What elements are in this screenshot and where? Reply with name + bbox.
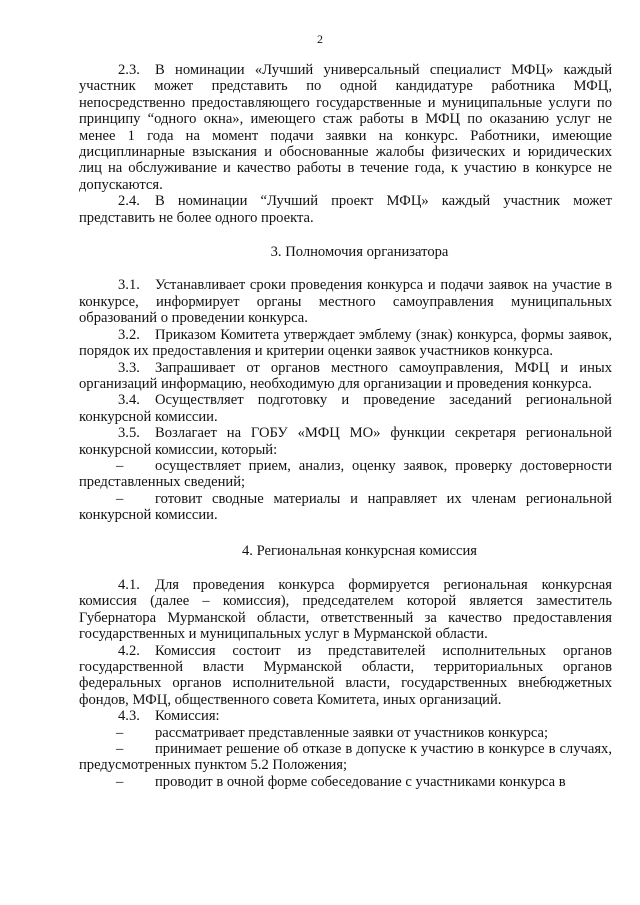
list-item-text: принимает решение об отказе в допуске к участию в конкурсе в случаях, предусмотренных пунктом 5.2 Положения; [79,741,612,774]
paragraph-text: Устанавливает сроки проведения конкурса и подачи заявок на участие в конкурсе, информирует органы местного самоуправления муниципальных образований о проведении конкурса. [79,277,612,327]
dash-bullet: – [116,490,124,507]
paragraph-number: 2.3. [118,62,140,78]
paragraph-3-3 [79,360,612,393]
paragraph-number: 4.1. [118,576,140,593]
list-item-text: проводит в очной форме собеседование с участниками конкурса в [155,773,566,790]
list-item [79,741,612,774]
paragraph-3-4 [79,392,612,425]
paragraph-text: В номинации “Лучший проект МФЦ» каждый участник может представить не более одного проекта. [79,193,612,226]
paragraph-2-4 [79,193,612,226]
list-item [79,491,612,524]
paragraph-2-3 [79,62,612,193]
paragraph-4-3 [79,708,612,724]
paragraph-number: 4.3. [118,708,140,725]
list-item-text: готовит сводные материалы и направляет их членам региональной конкурсной комиссии. [79,490,612,524]
paragraph-number: 3.1. [118,277,140,294]
list-item-text: осуществляет прием, анализ, оценку заявок, проверку достоверности представленных сведений; [79,457,612,491]
paragraph-4-1 [79,577,612,643]
paragraph-text: Комиссия состоит из представителей исполнительных органов государственной власти Мурманской области, территориальных органов федеральных органов исполнительной власти, государственных внебюджетных фондов, МФЦ, общественного совета Комитета, иных организаций. [79,642,612,708]
paragraph-number: 3.5. [118,425,140,442]
list-item [79,725,612,741]
paragraph-number: 3.4. [118,392,140,409]
dash-bullet: – [116,773,124,790]
paragraph-number: 3.3. [118,359,140,376]
paragraph-text: Возлагает на ГОБУ «МФЦ МО» функции секретаря региональной конкурсной комиссии, который: [79,425,612,458]
paragraph-number: 2.4. [118,193,140,210]
dash-bullet: – [116,457,124,474]
paragraph-3-5 [79,425,612,458]
paragraph-text: Запрашивает от органов местного самоуправления, МФЦ и иных организаций информацию, необходимую для организации и проведения конкурса. [79,359,612,392]
dash-bullet: – [116,741,124,758]
paragraph-number: 3.2. [118,326,140,343]
paragraph-3-1 [79,277,612,326]
document-body [79,62,612,790]
paragraph-3-2 [79,327,612,360]
page-number: 2 [317,32,323,46]
list-item [79,774,612,790]
section-4-heading: 4. Региональная конкурсная комиссия [241,542,478,559]
paragraph-text: В номинации «Лучший универсальный специалист МФЦ» каждый участник может представить по одной кандидатуре работника МФЦ, непосредственно предоставляющего государственные и муниципальные услуги по принципу “одного окна», имеющего стаж работы в МФЦ по оказанию услуг не менее 1 года на момент подачи заявки на конкурс. Работники, имеющие дисциплинарные взыскания и обоснованные жалобы физических и юридических лиц на обслуживание и качество работы в течение года, к участию в конкурсе не допускаются. [79,62,612,193]
section-3-heading: 3. Полномочия организатора [270,244,449,261]
list-item-text: рассматривает представленные заявки от участников конкурса; [155,724,549,741]
paragraph-text: Осуществляет подготовку и проведение заседаний региональной конкурсной комиссии. [79,392,612,425]
paragraph-number: 4.2. [118,642,140,659]
dash-bullet: – [116,724,124,741]
paragraph-4-2 [79,643,612,709]
paragraph-text: Приказом Комитета утверждает эмблему (знак) конкурса, формы заявок, порядок их предоставления и критерии оценки заявок участников конкурса. [79,326,612,360]
paragraph-text: Для проведения конкурса формируется региональная конкурсная комиссия (далее – комиссия), председателем которой является заместитель Губернатора Мурманской области, ответственный за качество предоставления государственных и муниципальных услуг в Мурманской области. [79,576,612,643]
paragraph-text: Комиссия: [155,708,220,725]
list-item [79,458,612,491]
